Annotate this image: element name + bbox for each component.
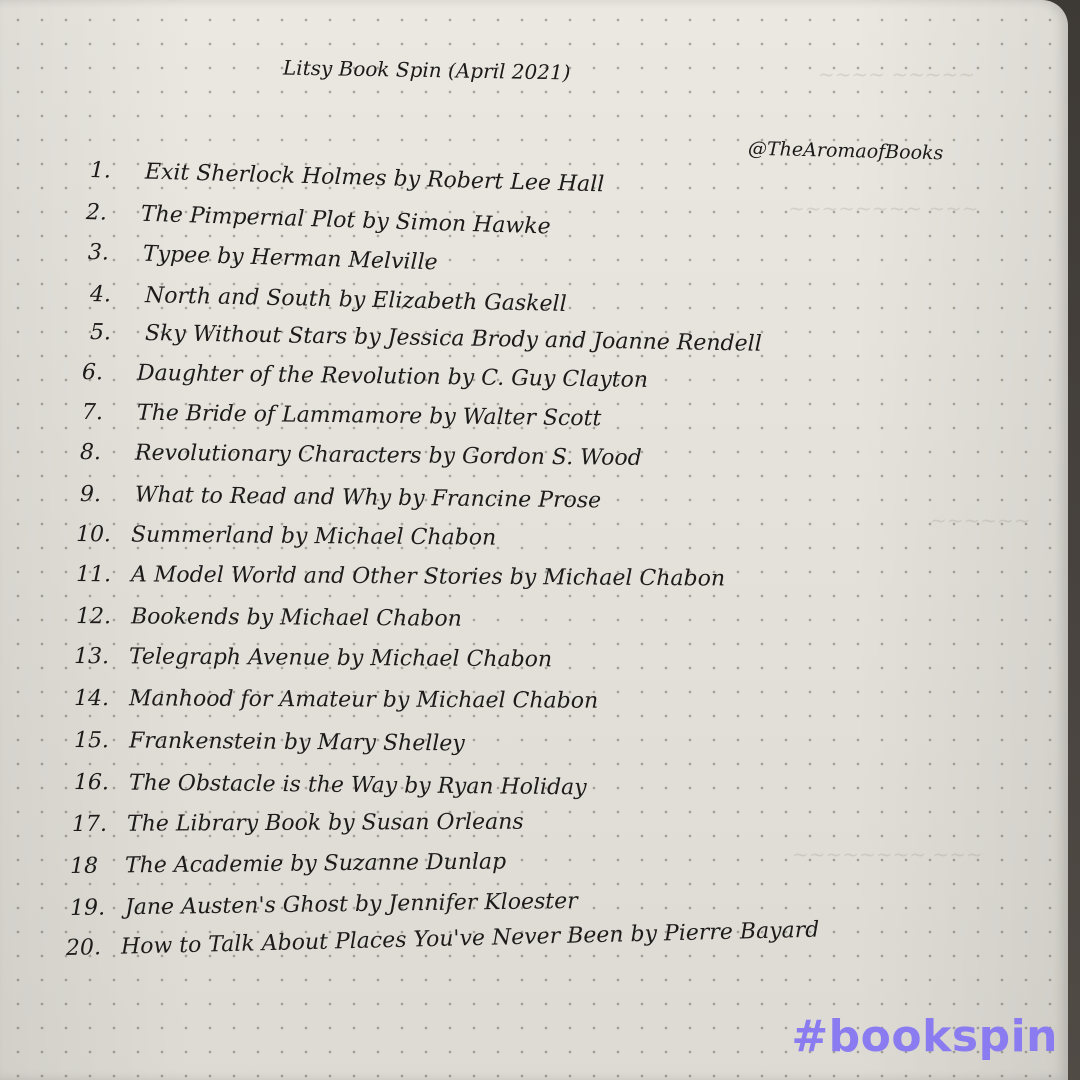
- book-title-author: Daughter of the Revolution by C. Guy Clayton: [136, 360, 649, 393]
- book-number: 20.: [65, 935, 102, 961]
- book-title-author: North and South by Elizabeth Gaskell: [144, 283, 567, 317]
- book-number: 9.: [79, 482, 102, 508]
- book-number: 16.: [73, 770, 110, 796]
- book-title-author: Revolutionary Characters by Gordon S. Wood: [134, 440, 642, 471]
- book-title-author: Exit Sherlock Holmes by Robert Lee Hall: [144, 159, 605, 198]
- book-number: 18: [69, 853, 99, 879]
- book-number: 10.: [75, 522, 112, 548]
- book-list-item: [80, 482, 601, 513]
- book-number: 6.: [81, 360, 104, 386]
- book-title-author: The Pimpernal Plot by Simon Hawke: [140, 201, 551, 240]
- author-handle: @TheAromaofBooks: [747, 137, 944, 165]
- book-list-item: [74, 686, 598, 714]
- book-number: 17.: [71, 811, 108, 837]
- hashtag-overlay: #bookspin: [791, 1011, 1058, 1062]
- book-title-author: A Model World and Other Stories by Michael Chabon: [130, 562, 726, 592]
- book-title-author: The Academie by Suzanne Dunlap: [124, 849, 507, 879]
- book-title-author: The Library Book by Susan Orleans: [126, 809, 524, 837]
- book-title-author: The Bride of Lammamore by Walter Scott: [136, 400, 602, 432]
- book-title-author: Telegraph Avenue by Michael Chabon: [128, 644, 553, 673]
- book-title-author: Frankenstein by Mary Shelley: [128, 728, 465, 757]
- book-list-item: [76, 522, 496, 551]
- book-title-author: How to Talk About Places You've Never Been by Pierre Bayard: [120, 917, 820, 960]
- show-through-block-lower: ~~~~~~~~ ~~~: [792, 842, 983, 866]
- book-title-author: Typee by Herman Melville: [142, 241, 438, 276]
- book-list-item: [76, 604, 462, 632]
- book-title-author: Jane Austen's Ghost by Jennifer Kloester: [124, 888, 578, 921]
- show-through-block-middle: ~~~~~~: [930, 508, 1031, 532]
- book-number: 2.: [85, 200, 108, 226]
- book-list-item: [74, 728, 465, 756]
- book-list-item: [90, 282, 567, 317]
- book-list-item: [80, 440, 642, 471]
- book-number: 7.: [81, 400, 104, 426]
- book-number: 5.: [89, 320, 112, 346]
- show-through-block-top: ~~~~ ~~~~~: [818, 62, 976, 86]
- book-number: 13.: [73, 644, 110, 670]
- book-list-item: [66, 918, 820, 961]
- page-title: Litsy Book Spin (April 2021): [282, 55, 571, 85]
- book-list-item: [90, 158, 605, 197]
- book-title-author: Manhood for Amateur by Michael Chabon: [128, 686, 599, 714]
- book-list-item: [88, 240, 438, 275]
- book-list-item: [70, 889, 578, 921]
- book-title-author: Sky Without Stars by Jessica Brody and Joanne Rendell: [144, 320, 762, 357]
- book-number: 15.: [73, 728, 110, 754]
- book-number: 1.: [89, 158, 112, 184]
- book-number: 19.: [69, 895, 106, 921]
- book-number: 14.: [73, 686, 110, 712]
- book-list-item: [90, 320, 762, 357]
- book-title-author: Bookends by Michael Chabon: [130, 604, 462, 632]
- book-list-item: [76, 562, 725, 592]
- book-number: 4.: [89, 282, 112, 308]
- book-number: 12.: [75, 604, 112, 630]
- book-number: 3.: [87, 240, 110, 266]
- book-list-item: [72, 810, 524, 837]
- book-list-item: [70, 849, 506, 879]
- book-number: 8.: [79, 440, 102, 466]
- book-list-item: [82, 400, 602, 431]
- book-number: 11.: [75, 562, 112, 588]
- book-list-item: [74, 644, 552, 672]
- book-title-author: Summerland by Michael Chabon: [130, 522, 497, 551]
- book-list-item: [86, 200, 551, 240]
- book-title-author: The Obstacle is the Way by Ryan Holiday: [128, 770, 587, 801]
- show-through-block-upper: ~~~~~~~~ ~~~: [788, 196, 979, 220]
- book-title-author: What to Read and Why by Francine Prose: [134, 482, 602, 514]
- book-list-item: [74, 770, 587, 800]
- book-list-item: [82, 360, 648, 393]
